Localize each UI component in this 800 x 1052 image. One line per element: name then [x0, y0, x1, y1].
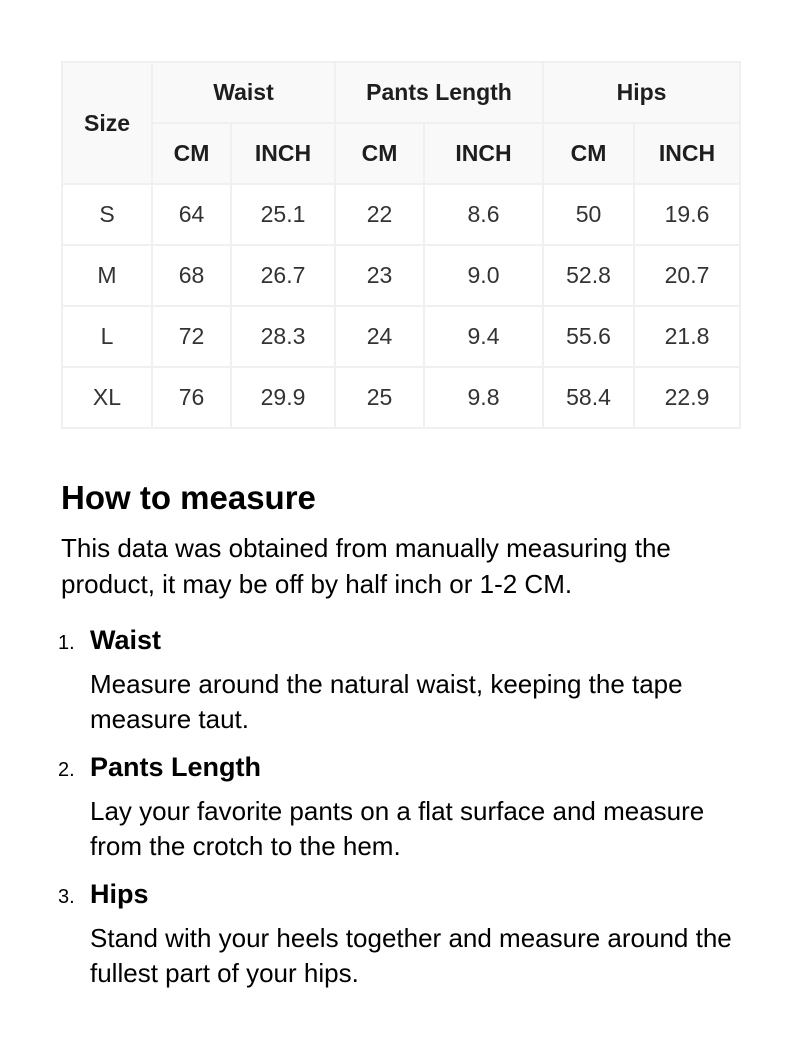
step-number: 3.	[58, 886, 75, 908]
table-unit-row	[62, 123, 740, 184]
step-description: Lay your favorite pants on a flat surface and measure from the crotch to the hem.	[90, 796, 705, 861]
section-title: How to measure	[61, 479, 316, 516]
table-cell: 28.3	[231, 306, 335, 367]
table-cell: 64	[152, 184, 231, 245]
table-cell: 25.1	[231, 184, 335, 245]
size-cell: XL	[62, 367, 152, 428]
table-cell: 20.7	[634, 245, 740, 306]
hips-group-header: Hips	[543, 62, 740, 123]
measure-steps-list	[58, 622, 761, 991]
unit-header: CM	[335, 123, 424, 184]
unit-header: CM	[543, 123, 634, 184]
step-title: Hips	[90, 879, 149, 909]
step-title: Waist	[90, 625, 162, 655]
table-cell: 26.7	[231, 245, 335, 306]
size-cell: S	[62, 184, 152, 245]
table-cell: 24	[335, 306, 424, 367]
table-cell: 72	[152, 306, 231, 367]
unit-header: INCH	[424, 123, 543, 184]
table-cell: 9.4	[424, 306, 543, 367]
list-item	[58, 622, 761, 737]
table-row	[62, 367, 740, 428]
table-cell: 68	[152, 245, 231, 306]
size-cell: L	[62, 306, 152, 367]
size-chart-table	[61, 61, 741, 429]
table-cell: 55.6	[543, 306, 634, 367]
table-cell: 29.9	[231, 367, 335, 428]
table-row	[62, 245, 740, 306]
table-cell: 22.9	[634, 367, 740, 428]
table-cell: 22	[335, 184, 424, 245]
table-header-row	[62, 62, 740, 123]
table-cell: 52.8	[543, 245, 634, 306]
list-item	[58, 749, 761, 864]
step-description: Measure around the natural waist, keeping the tape measure taut.	[90, 669, 683, 734]
size-column-header: Size	[62, 62, 152, 184]
intro-paragraph: This data was obtained from manually measuring the product, it may be off by half inch or 1-2 CM.	[61, 533, 671, 599]
step-title: Pants Length	[90, 752, 262, 782]
table-cell: 23	[335, 245, 424, 306]
table-cell: 19.6	[634, 184, 740, 245]
table-cell: 21.8	[634, 306, 740, 367]
table-cell: 25	[335, 367, 424, 428]
table-row	[62, 184, 740, 245]
unit-header: INCH	[231, 123, 335, 184]
table-row	[62, 306, 740, 367]
table-cell: 9.0	[424, 245, 543, 306]
step-number: 2.	[58, 759, 75, 781]
list-item	[58, 876, 761, 991]
unit-header: INCH	[634, 123, 740, 184]
table-cell: 50	[543, 184, 634, 245]
how-to-measure-section	[58, 476, 761, 1003]
step-description: Stand with your heels together and measure around the fullest part of your hips.	[90, 923, 732, 988]
table-cell: 9.8	[424, 367, 543, 428]
table-cell: 8.6	[424, 184, 543, 245]
pants-length-group-header: Pants Length	[335, 62, 543, 123]
step-number: 1.	[58, 632, 75, 654]
waist-group-header: Waist	[152, 62, 335, 123]
size-cell: M	[62, 245, 152, 306]
table-cell: 76	[152, 367, 231, 428]
table-cell: 58.4	[543, 367, 634, 428]
unit-header: CM	[152, 123, 231, 184]
